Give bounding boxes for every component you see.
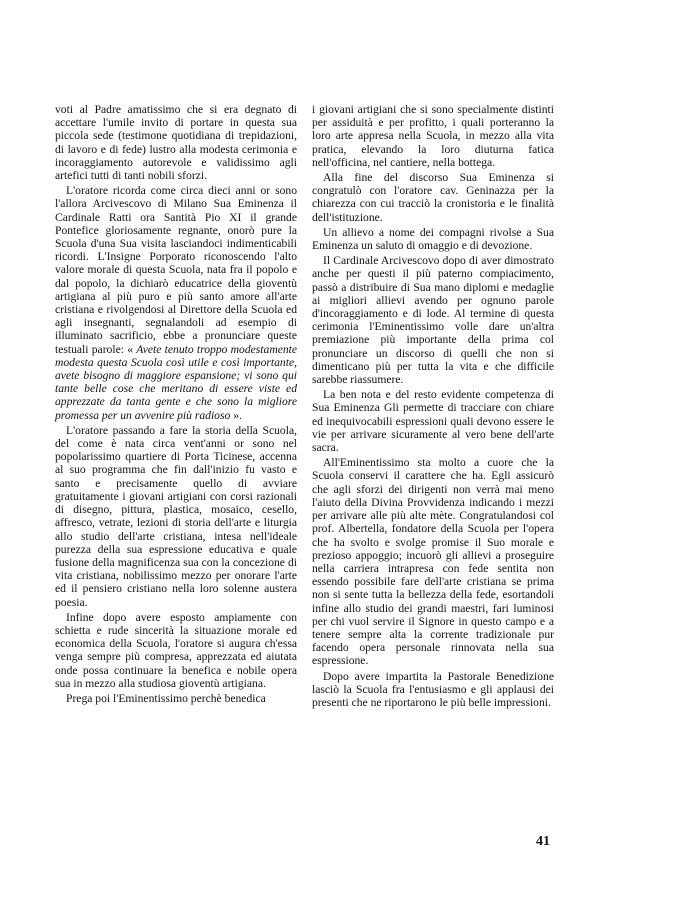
italic-quote: Avete tenuto troppo modestamente modesta questa Scuola così utile e così importante, avete bisogno di maggiore espansione; vi sono qui tante belle cose che meritano di essere viste ed apprezzate da tanta gente e che sono la migliore promessa per un avvenire più radioso (55, 342, 298, 422)
paragraph: Il Cardinale Arcivescovo dopo di aver dimostrato anche per questi il più paterno compiacimento, passò a distribuire di Sua mano diplomi e medaglie ai migliori allievi avendo per ognuno parole d'incoraggiamento e di lode. Al termine di questa cerimonia l'Eminentissimo volle dare un'altra premiazione più importante della prima col pronunciare un discorso di quelli che non si dimenticano più per tutta la vita e che difficile sarebbe riassumere. (312, 254, 554, 387)
paragraph: Dopo avere impartita la Pastorale Benedizione lasciò la Scuola fra l'entusiasmo e gli applausi dei presenti che ne riportarono le più belle impressioni. (312, 669, 554, 709)
paragraph: Alla fine del discorso Sua Eminenza si congratulò con l'oratore cav. Geninazza per la chiarezza con cui tracciò la cronistoria e le finalità dell'istituzione. (312, 171, 554, 224)
paragraph: Infine dopo avere esposto ampiamente con schietta e rude sincerità la situazione morale ed economica della Scuola, l'oratore si augura ch'essa venga sempre più compresa, apprezzata ed aiutata onde possa continuare la benefica e nobile opera sua in mezzo alla studiosa gioventù artigiana. (55, 610, 297, 690)
paragraph: i giovani artigiani che si sono specialmente distinti per assiduità e per profitto, i quali porteranno la loro arte appresa nella Scuola, in mezzo alla vita pratica, elevando la loro diuturna fatica nell'officina, nel cantiere, nella bottega. (312, 103, 554, 169)
paragraph-text: L'oratore ricorda come circa dieci anni or sono l'allora Arcivescovo di Milano Sua Eminenza il Cardinale Ratti ora Santità Pio XI il grande Pontefice gloriosamente regnante, onorò pure la Scuola d'una Sua visita lasciandoci indimenticabili ricordi. L'Insigne Porporato riconoscendo l'alto valore morale di questa Scuola, nata fra il popolo e dal popolo, la dichiarò educatrice della gioventù artigiana al più puro e più santo amore all'arte cristiana e rivolgendosi al Direttore della Scuola ed agli insegnanti, segnalandoli ad esempio di illuminato sacrificio, ebbe a pronunciare queste testuali parole: « (55, 184, 297, 356)
paragraph: Prega poi l'Eminentissimo perchè benedica (66, 691, 266, 705)
right-column (312, 103, 554, 709)
page-number: 41 (536, 834, 550, 849)
left-column (55, 103, 297, 705)
paragraph: La ben nota e del resto evidente competenza di Sua Eminenza Gli permette di tracciare con chiare ed inequivocabili espressioni quali devono essere le vie per arrivare sicuramente al vero bene dell'arte sacra. (312, 388, 554, 455)
quote-close: ». (230, 408, 242, 422)
paragraph: voti al Padre amatissimo che si era degnato di accettare l'umile invito di portare in questa sua piccola sede (testimone quotidiana di trepidazioni, di lavoro e di fede) lustro alla modesta cerimonia e incoraggiamento autorevole e validissimo agli artefici tutti di tanti nobili sforzi. (55, 103, 297, 183)
paragraph: Un allievo a nome dei compagni rivolse a Sua Eminenza un saluto di omaggio e di devozione. (312, 225, 554, 253)
paragraph: L'oratore passando a fare la storia della Scuola, del come è nata circa vent'anni or sono nel popolarissimo quartiere di Porta Ticinese, accenna al suo programma che fin dall'inizio fu vasto e santo e precisamente quello di avviare gratuitamente i giovani artigiani con corsi razionali di disegno, pittura, plastica, mosaico, cesello, affresco, vetrate, lezioni di storia dell'arte e liturgia allo studio dell'arte cristiana, intesa nell'ideale purezza della sua espressione educativa e quale fusione della magnificenza sua con la concezione di vita cristiana, nobilissimo mezzo per onorare l'arte ed il pensiero cristiano nella loro solenne austera poesia. (55, 423, 297, 609)
paragraph: All'Eminentissimo sta molto a cuore che la Scuola conservi il carattere che ha. Egli assicurò che agli sforzi dei dirigenti non verrà mai meno l'aiuto della Divina Provvidenza indicando i mezzi per arrivare alle più alte mète. Congratulandosi col prof. Albertella, fondatore della Scuola per l'opera che ha svolto e svolge promise il Suo morale e prezioso appoggio; incuorò gli allievi a proseguire nella carriera intrapresa con fede sentita non essendo possibile fare dell'arte cristiana se prima non si sente tutta la bellezza della fede, esortandoli infine allo studio dei grandi maestri, fari luminosi per chi vuol servire il Signore in questo campo e a tenere sempre alta la corrente tradizionale pur facendo opera personale rinnovata nella sua espressione. (312, 456, 554, 668)
paragraph-with-quote (55, 184, 297, 422)
